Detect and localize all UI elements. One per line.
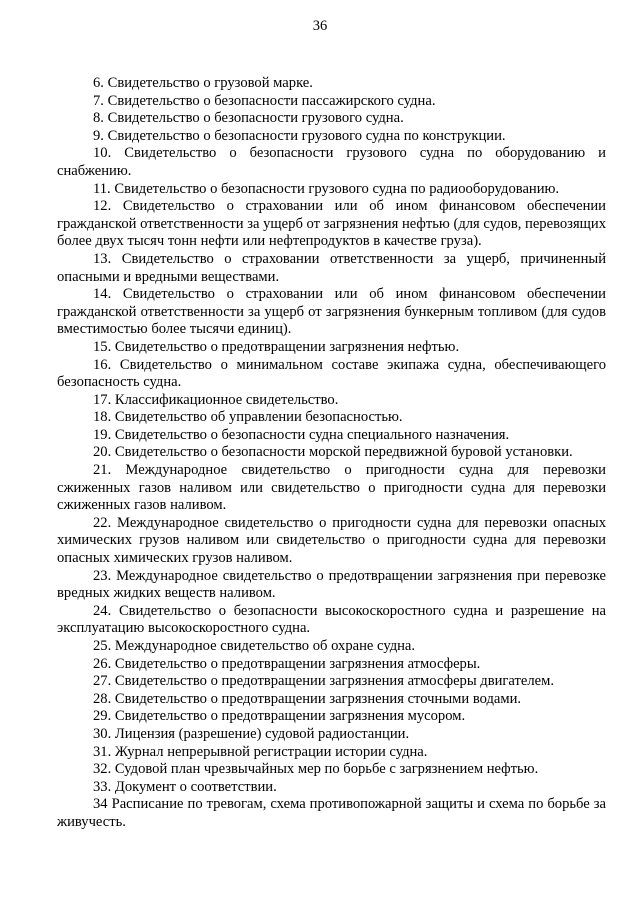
list-item: 26. Свидетельство о предотвращении загрязнения атмосферы. <box>93 655 481 672</box>
list-item: 11. Свидетельство о безопасности грузового судна по радиооборудованию. <box>93 180 560 197</box>
list-item: 7. Свидетельство о безопасности пассажирского судна. <box>93 92 436 109</box>
list-item: 12. Свидетельство о страховании или об ином финансовом обеспечении гражданской ответственности за ущерб от загрязнения нефтью (для судов, перевозящих более двух тысяч тонн нефти или нефтепродуктов в качестве груза). <box>57 198 606 250</box>
list-item: 14. Свидетельство о страховании или об ином финансовом обеспечении гражданской ответственности за ущерб от загрязнения бункерным топливом (для судов вместимостью более тысячи единиц). <box>57 286 606 338</box>
list-item: 18. Свидетельство об управлении безопасностью. <box>93 409 403 426</box>
list-item: 23. Международное свидетельство о предотвращении загрязнения при перевозке вредных жидких веществ наливом. <box>57 567 606 602</box>
list-item: 13. Свидетельство о страховании ответственности за ущерб, причиненный опасными и вредными веществами. <box>57 250 606 285</box>
list-item: 20. Свидетельство о безопасности морской передвижной буровой установки. <box>93 444 573 461</box>
document-list <box>57 75 606 832</box>
list-item: 22. Международное свидетельство о пригодности судна для перевозки опасных химических грузов наливом или свидетельство о пригодности судна для перевозки опасных химических грузов наливом. <box>57 514 606 567</box>
page-number: 36 <box>312 18 328 34</box>
list-item: 10. Свидетельство о безопасности грузового судна по оборудованию и снабжению. <box>57 145 606 179</box>
list-item: 17. Классификационное свидетельство. <box>93 391 339 408</box>
list-item: 33. Документ о соответствии. <box>93 778 277 795</box>
list-item: 9. Свидетельство о безопасности грузового судна по конструкции. <box>93 127 506 144</box>
list-item: 27. Свидетельство о предотвращении загрязнения атмосферы двигателем. <box>93 673 555 690</box>
list-item: 16. Свидетельство о минимальном составе экипажа судна, обеспечивающего безопасность судна. <box>57 356 606 391</box>
list-item: 32. Судовой план чрезвычайных мер по борьбе с загрязнением нефтью. <box>93 761 539 778</box>
list-item: 25. Международное свидетельство об охране судна. <box>93 638 416 654</box>
list-item: 34 Расписание по тревогам, схема противопожарной защиты и схема по борьбе за живучесть. <box>57 796 606 830</box>
list-item: 6. Свидетельство о грузовой марке. <box>93 75 313 91</box>
list-item: 21. Международное свидетельство о пригодности судна для перевозки сжиженных газов наливом или свидетельство о пригодности судна для перевозки сжиженных газов наливом. <box>57 462 606 514</box>
list-item: 28. Свидетельство о предотвращении загрязнения сточными водами. <box>93 690 522 707</box>
list-item: 31. Журнал непрерывной регистрации истории судна. <box>93 743 428 760</box>
list-item: 19. Свидетельство о безопасности судна специального назначения. <box>93 426 510 443</box>
list-item: 30. Лицензия (разрешение) судовой радиостанции. <box>93 725 410 742</box>
list-item: 24. Свидетельство о безопасности высокоскоростного судна и разрешение на эксплуатацию высокоскоростного судна. <box>57 602 606 637</box>
list-item: 15. Свидетельство о предотвращении загрязнения нефтью. <box>93 338 460 355</box>
list-item: 29. Свидетельство о предотвращении загрязнения мусором. <box>93 708 466 725</box>
list-item: 8. Свидетельство о безопасности грузового судна. <box>93 110 404 127</box>
